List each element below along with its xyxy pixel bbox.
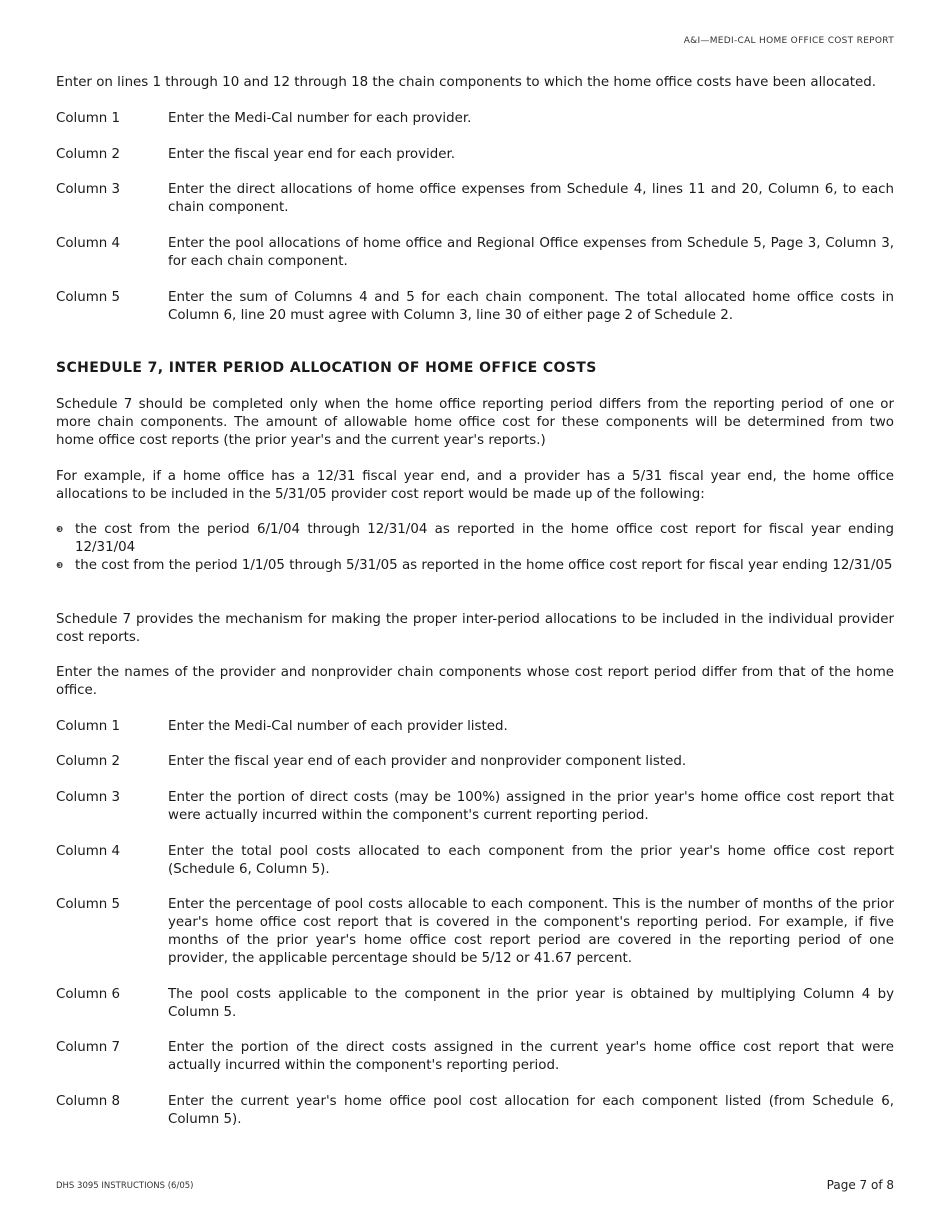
schedule-7-intro-paragraph: Schedule 7 should be completed only when the home office reporting period differs from the reporting period of one or more chain components. The amount of allowable home office cost for these components will be determined from two home office cost reports (the prior year's and the current year's reports.) [56,397,894,448]
s7-column-8-row [56,1093,894,1129]
form-identifier: DHS 3095 INSTRUCTIONS (6/05) [56,1181,194,1191]
s7-column-7-row [56,1039,894,1075]
bullet-text: the cost from the period 6/1/04 through 12/31/04 as reported in the home office cost report for fiscal year ending 12/31/04 [75,522,894,555]
column-description: Enter the fiscal year end for each provider. [168,147,456,162]
s7-column-5-row [56,896,894,968]
s6-column-4-row [56,235,894,271]
column-description: The pool costs applicable to the component in the prior year is obtained by multiplying Column 4 by Column 5. [168,987,894,1020]
page-number: Page 7 of 8 [826,1178,894,1192]
names-paragraph: Enter the names of the provider and nonprovider chain components whose cost report period differ from that of the home office. [56,665,894,698]
column-label: Column 8 [56,1094,121,1109]
column-description: Enter the sum of Columns 4 and 5 for each chain component. The total allocated home office costs in Column 6, line 20 must agree with Column 3, line 30 of either page 2 of Schedule 2. [168,290,894,323]
column-label: Column 2 [56,147,121,162]
column-label: Column 5 [56,897,121,912]
bullet-icon: ❸ [56,561,64,570]
column-description: Enter the current year's home office pool cost allocation for each component listed (from Schedule 6, Column 5). [168,1094,894,1127]
column-description: Enter the portion of the direct costs assigned in the current year's home office cost report that were actually incurred within the component's reporting period. [168,1040,894,1073]
s6-column-5-row [56,289,894,325]
intro-paragraph: Enter on lines 1 through 10 and 12 through 18 the chain components to which the home office costs have been allocated. [56,75,877,90]
column-label: Column 7 [56,1040,121,1055]
column-label: Column 3 [56,182,121,197]
column-description: Enter the portion of direct costs (may be 100%) assigned in the prior year's home office cost report that were actually incurred within the component's current reporting period. [168,790,894,823]
column-description: Enter the direct allocations of home office expenses from Schedule 4, lines 11 and 20, Column 6, to each chain component. [168,182,894,215]
column-description: Enter the total pool costs allocated to each component from the prior year's home office cost report (Schedule 6, Column 5). [168,844,894,877]
s7-column-2-row [56,753,894,771]
s7-column-6-row [56,986,894,1022]
bullet-item [56,521,894,557]
s6-column-2-row [56,146,894,164]
bullet-item [56,557,894,575]
s6-column-1-row [56,110,894,128]
column-description: Enter the percentage of pool costs allocable to each component. This is the number of months of the prior year's home office cost report that is covered in the component's reporting period. For example, if five months of the prior year's home office cost report period are covered in the reporting period of one provider, the applicable percentage should be 5/12 or 41.67 percent. [168,897,894,966]
column-label: Column 4 [56,236,121,251]
column-description: Enter the Medi-Cal number for each provider. [168,111,472,126]
column-description: Enter the pool allocations of home office and Regional Office expenses from Schedule 5, Page 3, Column 3, for each chain component. [168,236,894,269]
s7-column-4-row [56,843,894,879]
column-label: Column 2 [56,754,121,769]
schedule-7-heading: SCHEDULE 7, INTER PERIOD ALLOCATION OF HOME OFFICE COSTS [56,360,597,376]
column-label: Column 4 [56,844,121,859]
running-header: A&I—MEDI-CAL HOME OFFICE COST REPORT [683,36,894,46]
mechanism-paragraph: Schedule 7 provides the mechanism for making the proper inter-period allocations to be included in the individual provider cost reports. [56,612,894,645]
example-paragraph: For example, if a home office has a 12/31 fiscal year end, and a provider has a 5/31 fiscal year end, the home office allocations to be included in the 5/31/05 provider cost report would be made up of the following: [56,469,894,502]
column-label: Column 3 [56,790,121,805]
column-label: Column 1 [56,719,121,734]
column-label: Column 1 [56,111,121,126]
column-description: Enter the Medi-Cal number of each provider listed. [168,719,508,734]
s7-column-3-row [56,789,894,825]
column-description: Enter the fiscal year end of each provider and nonprovider component listed. [168,754,687,769]
bullet-icon: ❸ [56,525,64,534]
column-label: Column 5 [56,290,121,305]
bullet-text: the cost from the period 1/1/05 through 5/31/05 as reported in the home office cost report for fiscal year ending 12/31/05 [75,558,893,573]
column-label: Column 6 [56,987,121,1002]
s6-column-3-row [56,181,894,217]
s7-column-1-row [56,718,894,736]
